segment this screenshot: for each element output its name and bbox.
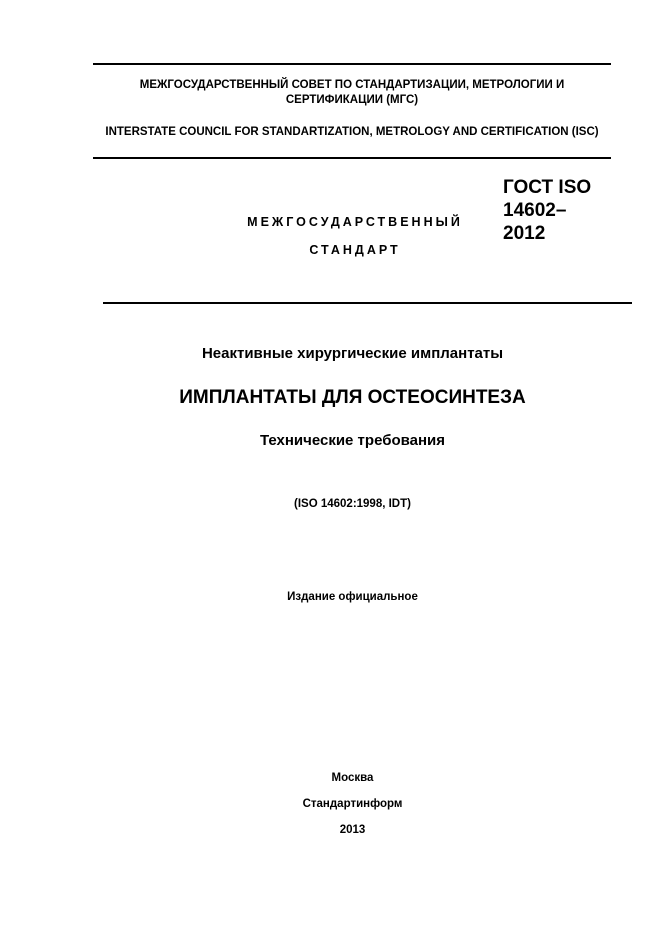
council-name-russian: МЕЖГОСУДАРСТВЕННЫЙ СОВЕТ ПО СТАНДАРТИЗАЦИИ, МЕТРОЛОГИИ И СЕРТИФИКАЦИИ (МГС) <box>139 79 565 106</box>
title-subtitle: Технические требования <box>259 432 446 449</box>
iso-reference: (ISO 14602:1998, IDT) <box>294 498 411 510</box>
standard-type-line2: СТАНДАРТ <box>309 243 401 257</box>
standard-number-line1: ГОСТ ISO <box>503 177 592 198</box>
standard-type <box>200 208 510 264</box>
section-rule <box>103 302 632 304</box>
publisher-info <box>60 765 645 843</box>
header-rule <box>93 157 611 159</box>
top-rule <box>93 63 611 65</box>
standard-number-line2: 14602– <box>503 200 567 221</box>
standard-number <box>503 176 623 245</box>
title-main: ИМПЛАНТАТЫ ДЛЯ ОСТЕОСИНТЕЗА <box>179 387 526 408</box>
publisher-name: Стандартинформ <box>302 798 403 810</box>
publication-year: 2013 <box>339 824 366 836</box>
publisher-city: Москва <box>331 772 374 784</box>
council-name-english: INTERSTATE COUNCIL FOR STANDARTIZATION, METROLOGY AND CERTIFICATION (ISC) <box>105 126 599 138</box>
standard-number-line3: 2012 <box>503 223 546 244</box>
standard-type-line1: МЕЖГОСУДАРСТВЕННЫЙ <box>247 215 463 229</box>
title-group: Неактивные хирургические имплантаты <box>201 345 504 362</box>
edition-note: Издание официальное <box>287 591 418 603</box>
